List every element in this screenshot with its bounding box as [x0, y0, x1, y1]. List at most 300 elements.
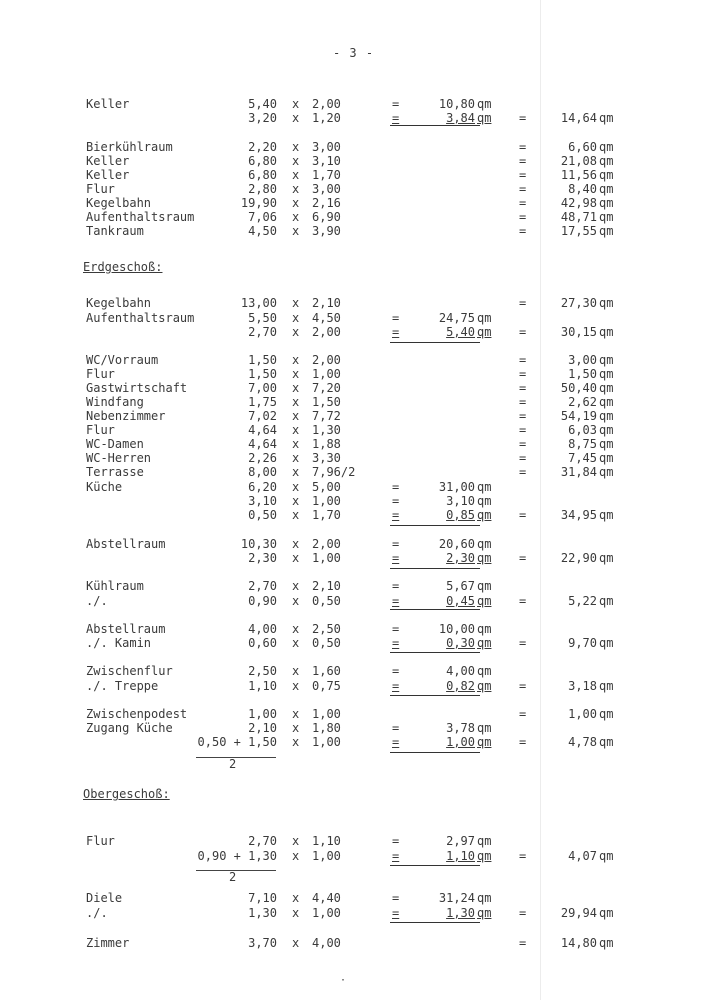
table-row [0, 325, 707, 339]
dimension-a: 1,50 [248, 353, 277, 367]
total-area: 21,08 [560, 154, 597, 168]
partial-area: 1,30 [446, 906, 475, 920]
room-label: ./. Treppe [86, 679, 159, 693]
subtotal-line [390, 568, 480, 569]
partial-area: 0,45 [446, 594, 475, 608]
total-area: 3,18 [568, 679, 597, 693]
subtotal-line [390, 752, 480, 753]
table-row [0, 451, 707, 465]
partial-area: 2,97 [446, 834, 475, 848]
times-sign: x [292, 353, 300, 367]
dimension-b: 3,90 [312, 224, 341, 238]
table-row [0, 834, 707, 848]
dimension-b: 1,30 [312, 423, 341, 437]
total-unit: qm [599, 465, 614, 479]
partial-area: 1,10 [446, 849, 475, 863]
partial-unit: qm [477, 594, 492, 608]
total-unit: qm [599, 437, 614, 451]
times-sign: x [292, 537, 300, 551]
subtotal-line [390, 922, 480, 923]
dimension-b: 3,10 [312, 154, 341, 168]
equals-sign-total: = [519, 437, 527, 451]
dimension-b: 2,10 [312, 579, 341, 593]
total-area: 42,98 [560, 196, 597, 210]
partial-unit: qm [477, 849, 492, 863]
dimension-b: 2,00 [312, 97, 341, 111]
partial-unit: qm [477, 679, 492, 693]
equals-sign: = [392, 664, 400, 678]
dimension-b: 1,10 [312, 834, 341, 848]
dimension-a: 5,50 [248, 311, 277, 325]
times-sign: x [292, 936, 300, 950]
dimension-b: 1,70 [312, 168, 341, 182]
times-sign: x [292, 480, 300, 494]
total-area: 4,07 [568, 849, 597, 863]
times-sign: x [292, 494, 300, 508]
subtotal-line [390, 695, 480, 696]
total-unit: qm [599, 224, 614, 238]
partial-area: 2,30 [446, 551, 475, 565]
equals-sign-total: = [519, 508, 527, 522]
partial-area: 5,67 [446, 579, 475, 593]
equals-sign-total: = [519, 395, 527, 409]
times-sign: x [292, 551, 300, 565]
table-row [0, 508, 707, 522]
table-row [0, 707, 707, 721]
table-row [0, 594, 707, 608]
partial-area: 0,82 [446, 679, 475, 693]
times-sign: x [292, 834, 300, 848]
times-sign: x [292, 367, 300, 381]
table-row [0, 494, 707, 508]
equals-sign-total: = [519, 381, 527, 395]
equals-sign: = [392, 311, 400, 325]
partial-unit: qm [477, 551, 492, 565]
equals-sign: = [392, 834, 400, 848]
table-row [0, 537, 707, 551]
times-sign: x [292, 636, 300, 650]
dimension-a: 1,00 [248, 707, 277, 721]
dimension-b: 2,00 [312, 353, 341, 367]
dimension-a: 4,50 [248, 224, 277, 238]
total-unit: qm [599, 168, 614, 182]
total-unit: qm [599, 395, 614, 409]
times-sign: x [292, 97, 300, 111]
partial-area: 31,00 [438, 480, 475, 494]
times-sign: x [292, 594, 300, 608]
dimension-b: 1,80 [312, 721, 341, 735]
total-unit: qm [599, 636, 614, 650]
page-footer-mark: · [340, 975, 347, 986]
dimension-a: 19,90 [240, 196, 277, 210]
equals-sign-total: = [519, 409, 527, 423]
partial-area: 0,85 [446, 508, 475, 522]
dimension-a: 6,80 [248, 168, 277, 182]
total-unit: qm [599, 409, 614, 423]
dimension-a: 7,00 [248, 381, 277, 395]
equals-sign-total: = [519, 551, 527, 565]
dimension-b: 2,00 [312, 537, 341, 551]
equals-sign: = [392, 551, 400, 565]
table-row [0, 480, 707, 494]
dimension-a: 0,90 [248, 594, 277, 608]
equals-sign-total: = [519, 224, 527, 238]
fraction-denominator: 2 [229, 870, 237, 884]
room-label: Küche [86, 480, 123, 494]
room-label: Bierkühlraum [86, 140, 173, 154]
subtotal-line [390, 865, 480, 866]
partial-area: 3,78 [446, 721, 475, 735]
room-label: Flur [86, 834, 115, 848]
table-row [0, 296, 707, 310]
partial-unit: qm [477, 721, 492, 735]
dimension-a: 4,64 [248, 423, 277, 437]
dimension-a: 2,50 [248, 664, 277, 678]
dimension-a: 7,06 [248, 210, 277, 224]
room-label: Keller [86, 154, 130, 168]
subtotal-line [390, 125, 480, 126]
total-unit: qm [599, 196, 614, 210]
equals-sign-total: = [519, 154, 527, 168]
fraction-denominator: 2 [229, 757, 237, 771]
dimension-a: 2,70 [248, 325, 277, 339]
total-unit: qm [599, 735, 614, 749]
times-sign: x [292, 622, 300, 636]
dimension-a: 2,70 [248, 834, 277, 848]
dimension-a: 2,80 [248, 182, 277, 196]
equals-sign-total: = [519, 296, 527, 310]
table-row [0, 111, 707, 125]
dimension-a: 0,60 [248, 636, 277, 650]
partial-area: 10,00 [438, 622, 475, 636]
partial-unit: qm [477, 891, 492, 905]
total-area: 4,78 [568, 735, 597, 749]
room-label: Zimmer [86, 936, 130, 950]
equals-sign-total: = [519, 168, 527, 182]
table-row [0, 622, 707, 636]
partial-unit: qm [477, 480, 492, 494]
dimension-b: 1,20 [312, 111, 341, 125]
dimension-a: 6,80 [248, 154, 277, 168]
room-label: Flur [86, 367, 115, 381]
partial-unit: qm [477, 735, 492, 749]
room-label: Keller [86, 97, 130, 111]
equals-sign-total: = [519, 140, 527, 154]
equals-sign: = [392, 891, 400, 905]
times-sign: x [292, 168, 300, 182]
dimension-b: 1,00 [312, 551, 341, 565]
dimension-b: 7,72 [312, 409, 341, 423]
dimension-b: 1,00 [312, 735, 341, 749]
equals-sign: = [392, 679, 400, 693]
times-sign: x [292, 579, 300, 593]
times-sign: x [292, 296, 300, 310]
total-unit: qm [599, 451, 614, 465]
total-area: 1,00 [568, 707, 597, 721]
dimension-a: 4,00 [248, 622, 277, 636]
table-row [0, 182, 707, 196]
equals-sign-total: = [519, 210, 527, 224]
dimension-b: 3,00 [312, 182, 341, 196]
dimension-a: 1,30 [248, 906, 277, 920]
total-area: 3,00 [568, 353, 597, 367]
total-area: 6,60 [568, 140, 597, 154]
dimension-a: 2,70 [248, 579, 277, 593]
room-label: WC-Damen [86, 437, 144, 451]
table-row [0, 409, 707, 423]
table-row [0, 210, 707, 224]
partial-area: 31,24 [438, 891, 475, 905]
equals-sign: = [392, 111, 400, 125]
equals-sign-total: = [519, 423, 527, 437]
table-row [0, 664, 707, 678]
dimension-b: 1,70 [312, 508, 341, 522]
table-row [0, 679, 707, 693]
total-unit: qm [599, 423, 614, 437]
table-row [0, 381, 707, 395]
room-label: Nebenzimmer [86, 409, 166, 423]
partial-area: 5,40 [446, 325, 475, 339]
partial-unit: qm [477, 834, 492, 848]
equals-sign: = [392, 622, 400, 636]
total-area: 2,62 [568, 395, 597, 409]
equals-sign: = [392, 636, 400, 650]
dimension-b: 2,00 [312, 325, 341, 339]
partial-unit: qm [477, 325, 492, 339]
partial-unit: qm [477, 111, 492, 125]
equals-sign-total: = [519, 906, 527, 920]
dimension-b: 1,00 [312, 849, 341, 863]
room-label: Terrasse [86, 465, 144, 479]
equals-sign-total: = [519, 182, 527, 196]
dimension-b: 4,40 [312, 891, 341, 905]
equals-sign-total: = [519, 196, 527, 210]
dimension-b: 1,00 [312, 494, 341, 508]
total-unit: qm [599, 140, 614, 154]
dimension-b: 1,50 [312, 395, 341, 409]
total-area: 34,95 [560, 508, 597, 522]
total-area: 54,19 [560, 409, 597, 423]
dimension-b: 1,00 [312, 906, 341, 920]
total-area: 50,40 [560, 381, 597, 395]
total-unit: qm [599, 551, 614, 565]
equals-sign-total: = [519, 679, 527, 693]
times-sign: x [292, 451, 300, 465]
heading-erdgeschoss: Erdgeschoß: [83, 260, 163, 274]
dimension-b: 0,75 [312, 679, 341, 693]
times-sign: x [292, 224, 300, 238]
dimension-b: 2,50 [312, 622, 341, 636]
times-sign: x [292, 154, 300, 168]
times-sign: x [292, 906, 300, 920]
equals-sign-total: = [519, 707, 527, 721]
partial-area: 24,75 [438, 311, 475, 325]
table-row [0, 465, 707, 479]
partial-unit: qm [477, 906, 492, 920]
dimension-b: 1,88 [312, 437, 341, 451]
room-label: Flur [86, 182, 115, 196]
times-sign: x [292, 182, 300, 196]
total-unit: qm [599, 508, 614, 522]
table-row [0, 196, 707, 210]
partial-unit: qm [477, 537, 492, 551]
times-sign: x [292, 679, 300, 693]
dimension-a: 13,00 [240, 296, 277, 310]
times-sign: x [292, 196, 300, 210]
total-unit: qm [599, 296, 614, 310]
dimension-b: 4,50 [312, 311, 341, 325]
equals-sign-total: = [519, 111, 527, 125]
dimension-a: 2,26 [248, 451, 277, 465]
dimension-b: 5,00 [312, 480, 341, 494]
dimension-a: 7,02 [248, 409, 277, 423]
dimension-b: 7,20 [312, 381, 341, 395]
times-sign: x [292, 735, 300, 749]
total-area: 5,22 [568, 594, 597, 608]
total-area: 14,64 [560, 111, 597, 125]
times-sign: x [292, 210, 300, 224]
dimension-a: 4,64 [248, 437, 277, 451]
room-label: Aufenthaltsraum [86, 311, 195, 325]
equals-sign: = [392, 579, 400, 593]
equals-sign: = [392, 849, 400, 863]
partial-unit: qm [477, 494, 492, 508]
room-label: ./. [86, 594, 108, 608]
times-sign: x [292, 437, 300, 451]
dimension-a: 0,90 + 1,30 [197, 849, 277, 863]
room-label: Abstellraum [86, 622, 166, 636]
table-row [0, 395, 707, 409]
total-area: 30,15 [560, 325, 597, 339]
dimension-a: 8,00 [248, 465, 277, 479]
dimension-a: 10,30 [240, 537, 277, 551]
times-sign: x [292, 311, 300, 325]
room-label: Zugang Küche [86, 721, 173, 735]
times-sign: x [292, 381, 300, 395]
equals-sign: = [392, 906, 400, 920]
equals-sign: = [392, 494, 400, 508]
partial-area: 3,10 [446, 494, 475, 508]
equals-sign: = [392, 325, 400, 339]
total-unit: qm [599, 182, 614, 196]
total-unit: qm [599, 679, 614, 693]
table-row [0, 353, 707, 367]
times-sign: x [292, 409, 300, 423]
equals-sign: = [392, 97, 400, 111]
dimension-b: 0,50 [312, 594, 341, 608]
dimension-b: 1,00 [312, 707, 341, 721]
total-unit: qm [599, 210, 614, 224]
partial-unit: qm [477, 579, 492, 593]
table-row [0, 140, 707, 154]
dimension-b: 0,50 [312, 636, 341, 650]
dimension-a: 0,50 [248, 508, 277, 522]
dimension-b: 1,60 [312, 664, 341, 678]
partial-area: 3,84 [446, 111, 475, 125]
table-row [0, 367, 707, 381]
total-area: 8,75 [568, 437, 597, 451]
dimension-a: 5,40 [248, 97, 277, 111]
dimension-a: 6,20 [248, 480, 277, 494]
total-area: 6,03 [568, 423, 597, 437]
table-row [0, 849, 707, 863]
equals-sign: = [392, 480, 400, 494]
times-sign: x [292, 849, 300, 863]
room-label: Tankraum [86, 224, 144, 238]
times-sign: x [292, 891, 300, 905]
total-area: 8,40 [568, 182, 597, 196]
total-unit: qm [599, 906, 614, 920]
table-row [0, 551, 707, 565]
room-label: Kühlraum [86, 579, 144, 593]
total-area: 1,50 [568, 367, 597, 381]
times-sign: x [292, 508, 300, 522]
room-label: Diele [86, 891, 123, 905]
times-sign: x [292, 111, 300, 125]
dimension-a: 1,10 [248, 679, 277, 693]
subtotal-line [390, 652, 480, 653]
room-label: ./. Kamin [86, 636, 152, 650]
room-label: Zwischenflur [86, 664, 173, 678]
total-area: 22,90 [560, 551, 597, 565]
partial-area: 10,80 [438, 97, 475, 111]
total-area: 17,55 [560, 224, 597, 238]
table-row [0, 423, 707, 437]
equals-sign-total: = [519, 325, 527, 339]
times-sign: x [292, 140, 300, 154]
partial-area: 4,00 [446, 664, 475, 678]
table-row [0, 224, 707, 238]
table-row [0, 891, 707, 905]
times-sign: x [292, 325, 300, 339]
dimension-a: 3,20 [248, 111, 277, 125]
dimension-b: 4,00 [312, 936, 341, 950]
dimension-a: 0,50 + 1,50 [197, 735, 277, 749]
room-label: Aufenthaltsraum [86, 210, 195, 224]
partial-unit: qm [477, 311, 492, 325]
partial-unit: qm [477, 508, 492, 522]
partial-unit: qm [477, 97, 492, 111]
equals-sign: = [392, 594, 400, 608]
times-sign: x [292, 664, 300, 678]
equals-sign: = [392, 735, 400, 749]
room-label: Keller [86, 168, 130, 182]
equals-sign-total: = [519, 465, 527, 479]
room-label: Kegelbahn [86, 196, 152, 210]
equals-sign-total: = [519, 849, 527, 863]
partial-area: 20,60 [438, 537, 475, 551]
dimension-a: 7,10 [248, 891, 277, 905]
subtotal-line [390, 609, 480, 610]
equals-sign-total: = [519, 353, 527, 367]
room-label: WC-Herren [86, 451, 152, 465]
subtotal-line [390, 525, 480, 526]
total-area: 14,80 [560, 936, 597, 950]
total-area: 9,70 [568, 636, 597, 650]
equals-sign: = [392, 508, 400, 522]
dimension-b: 2,16 [312, 196, 341, 210]
room-label: Gastwirtschaft [86, 381, 188, 395]
equals-sign-total: = [519, 594, 527, 608]
dimension-b: 6,90 [312, 210, 341, 224]
equals-sign: = [392, 537, 400, 551]
dimension-a: 3,70 [248, 936, 277, 950]
total-unit: qm [599, 381, 614, 395]
times-sign: x [292, 423, 300, 437]
total-unit: qm [599, 154, 614, 168]
equals-sign-total: = [519, 451, 527, 465]
times-sign: x [292, 707, 300, 721]
